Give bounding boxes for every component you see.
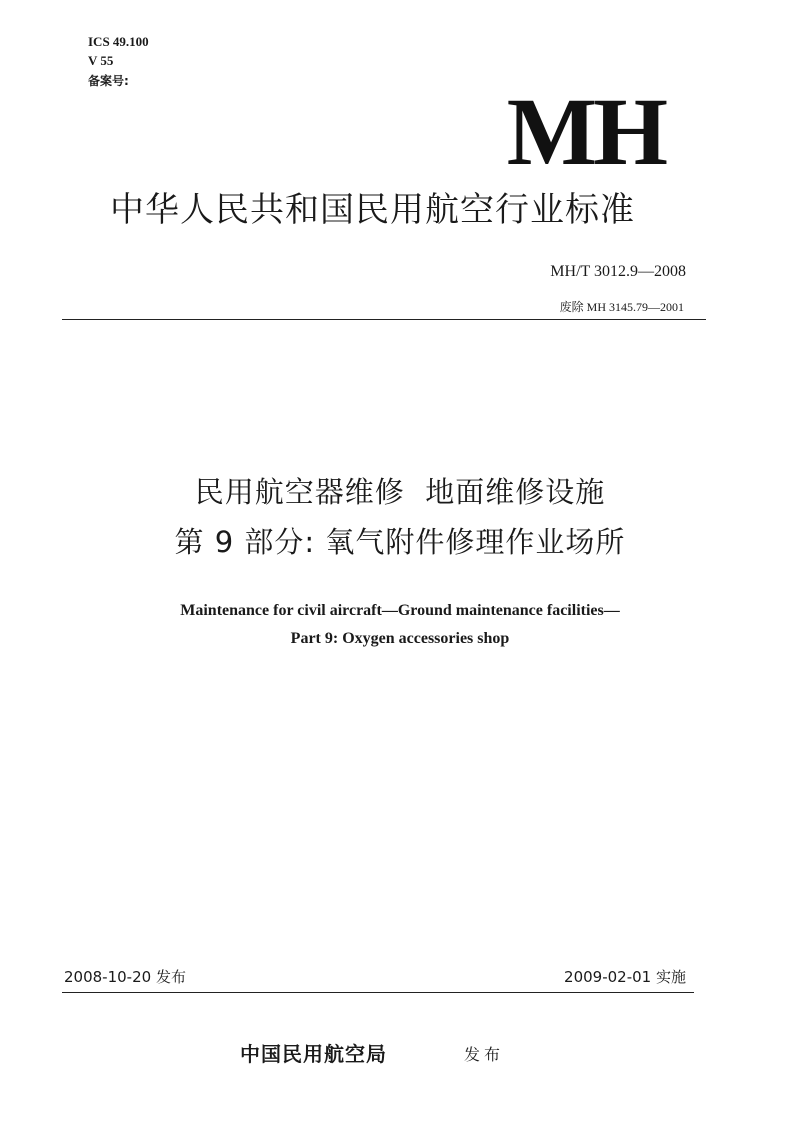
replaces-standard: 废除 MH 3145.79—2001 xyxy=(559,300,684,314)
standard-code: MH/T 3012.9—2008 xyxy=(550,263,686,280)
mh-logo: MH xyxy=(506,78,664,185)
standard-category: 中华人民共和国民用航空行业标准 xyxy=(110,190,635,230)
issuer-name: 中国民用航空局 xyxy=(240,1042,387,1066)
bottom-divider xyxy=(62,992,694,993)
title-en-line2: Part 9: Oxygen accessories shop xyxy=(290,630,510,647)
title-zh-line1: 民用航空器维修 地面维修设施 xyxy=(194,475,606,509)
implement-date: 2009-02-01 实施 xyxy=(564,968,686,986)
title-en-line1: Maintenance for civil aircraft—Ground maintenance facilities— xyxy=(180,602,620,619)
classification-code: V 55 xyxy=(88,53,114,68)
top-divider xyxy=(62,319,706,320)
issuer-action: 发布 xyxy=(464,1045,505,1064)
ics-code: ICS 49.100 xyxy=(88,34,149,49)
title-zh-line2: 第 9 部分: 氧气附件修理作业场所 xyxy=(174,525,626,559)
publish-date: 2008-10-20 发布 xyxy=(64,968,186,986)
record-number-label: 备案号: xyxy=(88,74,129,88)
